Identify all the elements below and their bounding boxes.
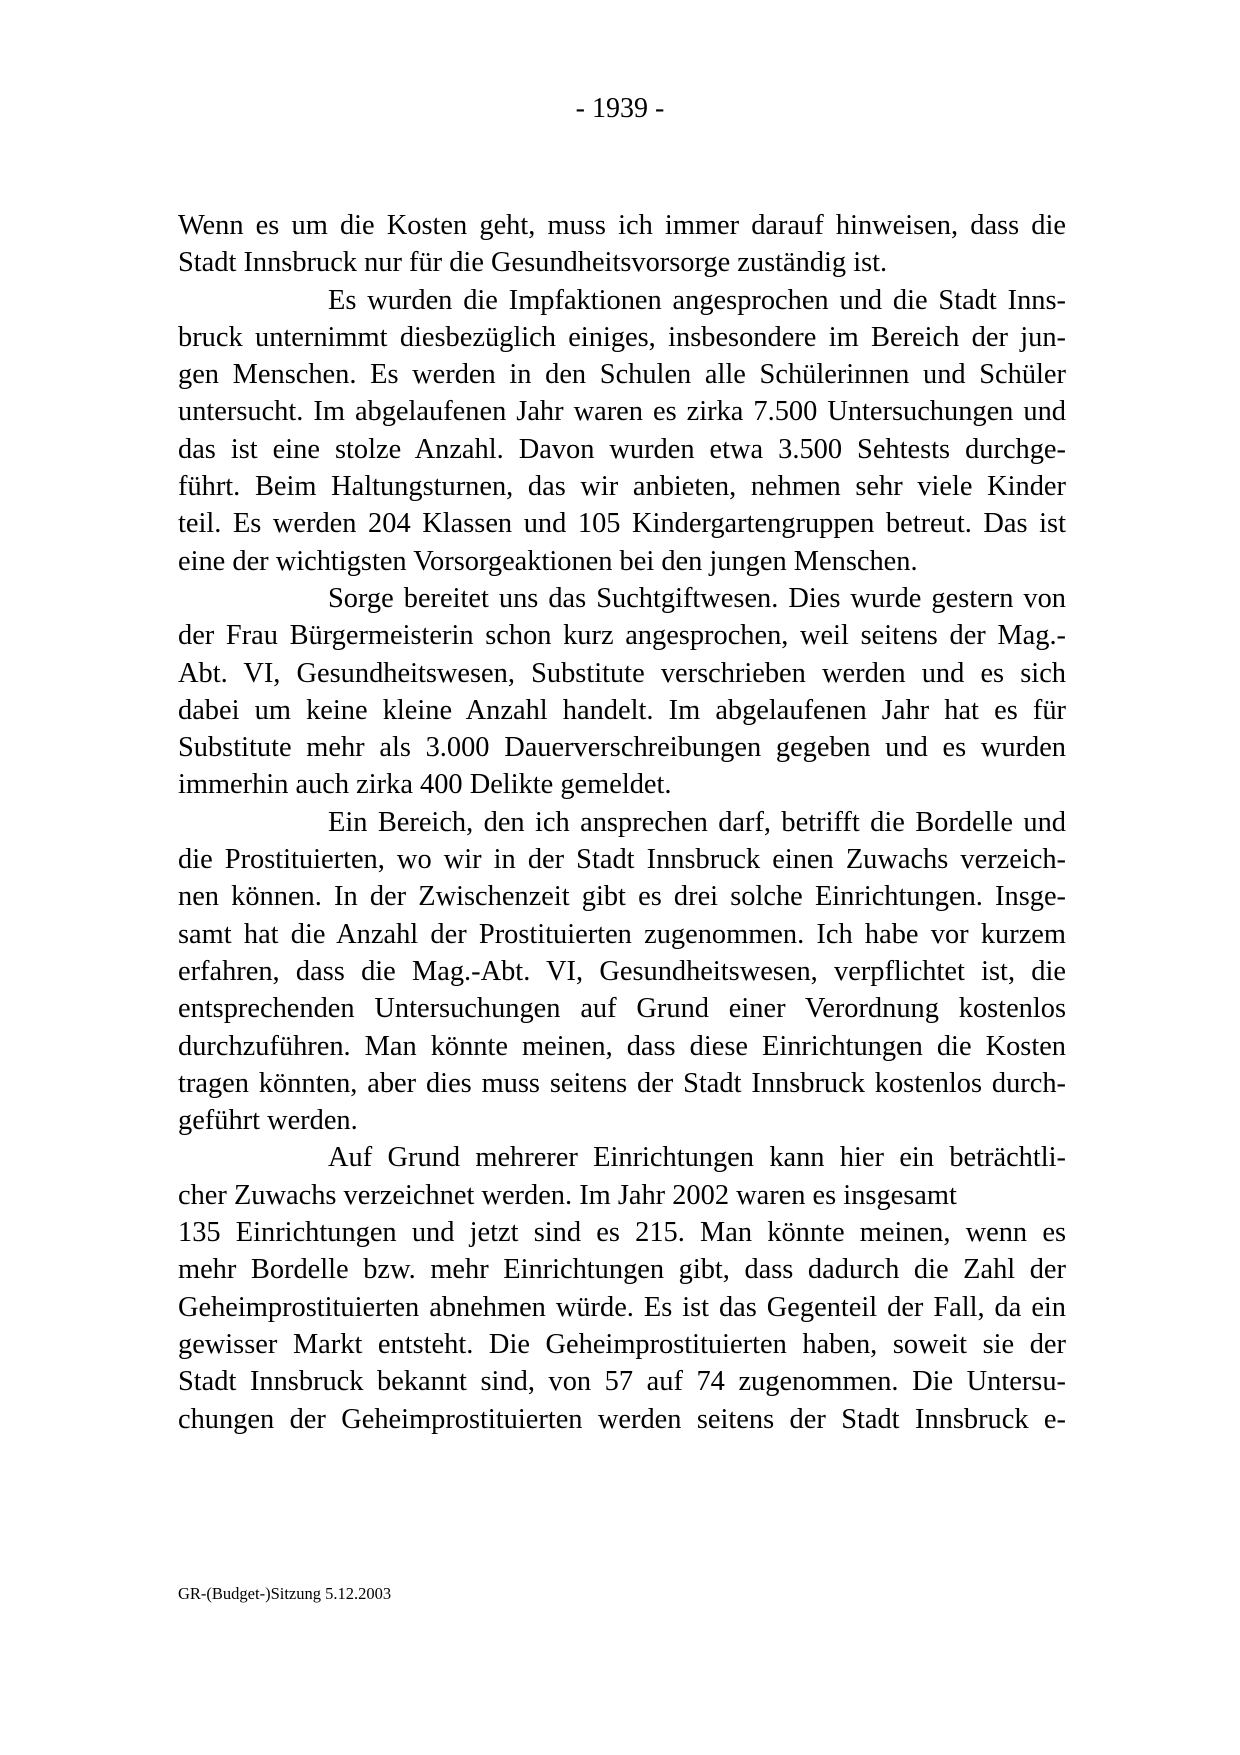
text-line: untersucht. Im abgelaufenen Jahr waren es zirka 7.500 Untersuchungen und xyxy=(178,396,1066,428)
text-line: eine der wichtigsten Vorsorgeaktionen bei den jungen Menschen. xyxy=(178,545,918,577)
text-line: führt. Beim Haltungsturnen, das wir anbieten, nehmen sehr viele Kinder xyxy=(178,471,1066,503)
text-line: geführt werden. xyxy=(178,1105,358,1137)
text-line: der Frau Bürgermeisterin schon kurz angesprochen, weil seitens der Mag.- xyxy=(178,620,1066,652)
text-line: das ist eine stolze Anzahl. Davon wurden etwa 3.500 Sehtests durchge- xyxy=(178,433,1066,465)
text-line: bruck unternimmt diesbezüglich einiges, insbesondere im Bereich der jun- xyxy=(178,321,1066,353)
text-line: Geheimprostituierten abnehmen würde. Es ist das Gegenteil der Fall, da ein xyxy=(178,1291,1066,1323)
text-line: erfahren, dass die Mag.-Abt. VI, Gesundheitswesen, verpflichtet ist, die xyxy=(178,955,1066,987)
text-line: Sorge bereitet uns das Suchtgiftwesen. Dies wurde gestern von xyxy=(328,582,1066,614)
text-line: tragen könnten, aber dies muss seitens der Stadt Innsbruck kostenlos durch- xyxy=(178,1067,1066,1099)
text-line: Wenn es um die Kosten geht, muss ich immer darauf hinweisen, dass die xyxy=(178,210,1066,241)
body-text xyxy=(178,207,1066,1438)
text-line: entsprechenden Untersuchungen auf Grund einer Verordnung kostenlos xyxy=(178,993,1066,1025)
text-line: Auf Grund mehrerer Einrichtungen kann hier ein beträchtli- xyxy=(328,1142,1066,1174)
text-line: Es wurden die Impfaktionen angesprochen und die Stadt Inns- xyxy=(328,284,1066,316)
text-line: Stadt Innsbruck bekannt sind, von 57 auf 74 zugenommen. Die Untersu- xyxy=(178,1366,1066,1398)
text-line: Ein Bereich, den ich ansprechen darf, betrifft die Bordelle und xyxy=(328,806,1066,838)
text-line: durchzuführen. Man könnte meinen, dass diese Einrichtungen die Kosten xyxy=(178,1030,1066,1062)
footer: GR-(Budget-)Sitzung 5.12.2003 xyxy=(178,1584,392,1603)
text-line: gen Menschen. Es werden in den Schulen alle Schülerinnen und Schüler xyxy=(178,359,1066,391)
page-number: - 1939 - xyxy=(575,93,665,124)
text-line: teil. Es werden 204 Klassen und 105 Kindergartengruppen betreut. Das ist xyxy=(178,508,1066,540)
text-line: Substitute mehr als 3.000 Dauerverschreibungen gegeben und es wurden xyxy=(178,732,1066,764)
text-line: 135 Einrichtungen und jetzt sind es 215. Man könnte meinen, wenn es xyxy=(178,1217,1066,1249)
text-line: mehr Bordelle bzw. mehr Einrichtungen gibt, dass dadurch die Zahl der xyxy=(178,1254,1066,1286)
text-line: die Prostituierten, wo wir in der Stadt Innsbruck einen Zuwachs verzeich- xyxy=(178,844,1066,876)
text-line: immerhin auch zirka 400 Delikte gemeldet. xyxy=(178,769,672,801)
text-line: cher Zuwachs verzeichnet werden. Im Jahr 2002 waren es insgesamt xyxy=(178,1179,957,1211)
text-line: nen können. In der Zwischenzeit gibt es drei solche Einrichtungen. Insge- xyxy=(178,881,1066,913)
text-line: samt hat die Anzahl der Prostituierten zugenommen. Ich habe vor kurzem xyxy=(178,918,1066,950)
text-line: gewisser Markt entsteht. Die Geheimprostituierten haben, soweit sie der xyxy=(178,1328,1066,1360)
text-line: chungen der Geheimprostituierten werden seitens der Stadt Innsbruck e- xyxy=(178,1403,1066,1435)
text-line: dabei um keine kleine Anzahl handelt. Im abgelaufenen Jahr hat es für xyxy=(178,694,1066,726)
text-line: Stadt Innsbruck nur für die Gesundheitsvorsorge zuständig ist. xyxy=(178,247,888,279)
text-line: Abt. VI, Gesundheitswesen, Substitute verschrieben werden und es sich xyxy=(178,657,1066,689)
